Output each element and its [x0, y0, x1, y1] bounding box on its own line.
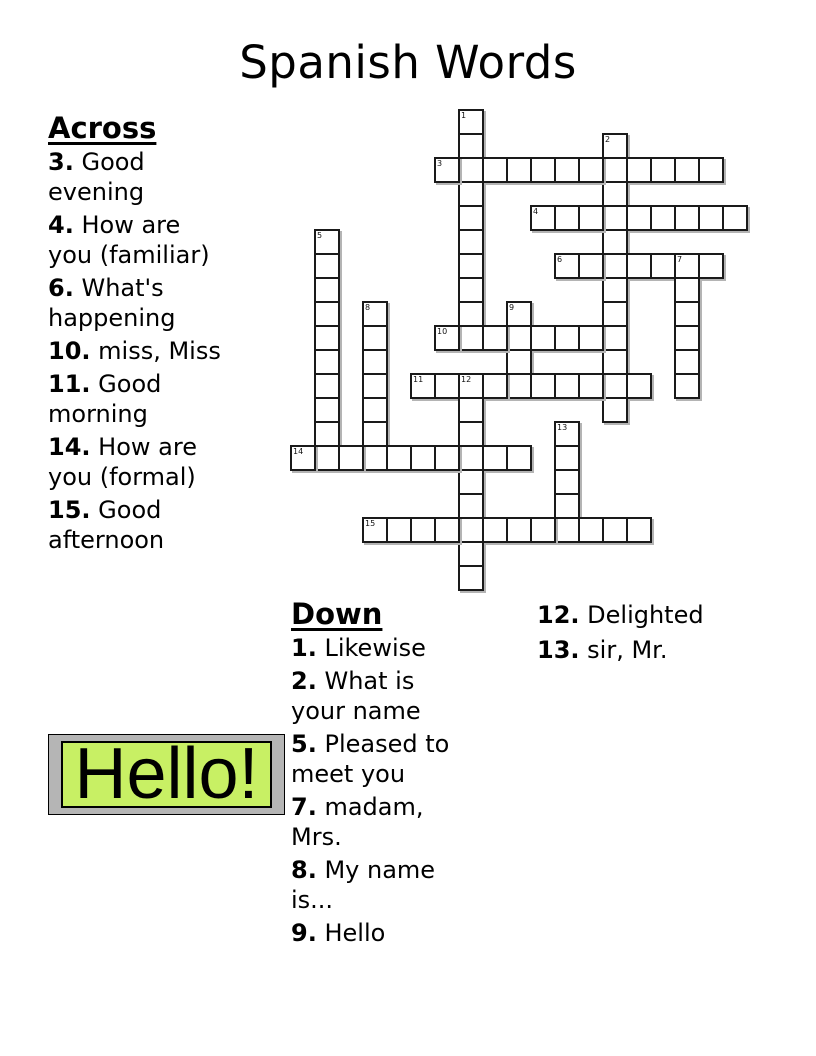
- grid-cell[interactable]: [554, 493, 580, 519]
- grid-cell[interactable]: [458, 325, 484, 351]
- clue-across-6: [48, 273, 228, 333]
- grid-cell[interactable]: [698, 205, 724, 231]
- grid-cell[interactable]: [362, 373, 388, 399]
- grid-cell[interactable]: [458, 469, 484, 495]
- grid-cell[interactable]: [506, 349, 532, 375]
- grid-cell[interactable]: [458, 301, 484, 327]
- cell-number: 7: [677, 255, 683, 264]
- cell-number: 12: [461, 375, 472, 384]
- grid-cell[interactable]: [506, 517, 532, 543]
- down-header: Down: [291, 597, 383, 631]
- grid-cell[interactable]: [410, 445, 436, 471]
- cell-number: 10: [437, 327, 448, 336]
- grid-cell[interactable]: [674, 205, 700, 231]
- grid-cell[interactable]: [578, 205, 604, 231]
- grid-cell[interactable]: [674, 277, 700, 303]
- grid-cell[interactable]: [362, 325, 388, 351]
- grid-cell[interactable]: [674, 349, 700, 375]
- cell-number: 3: [437, 159, 443, 168]
- grid-cell[interactable]: [602, 349, 628, 375]
- grid-cell[interactable]: [458, 229, 484, 255]
- grid-cell[interactable]: [458, 565, 484, 591]
- grid-cell[interactable]: [530, 325, 556, 351]
- grid-cell[interactable]: [314, 445, 340, 471]
- clue-down-13: [537, 635, 767, 665]
- grid-cell[interactable]: [650, 205, 676, 231]
- grid-cell[interactable]: [434, 445, 460, 471]
- clue-down-5: [291, 729, 463, 789]
- hello-sign-text: Hello!: [74, 734, 259, 814]
- clue-text: What is your name: [291, 667, 421, 725]
- grid-cell[interactable]: [530, 517, 556, 543]
- hello-sign-inner-panel: [61, 734, 272, 814]
- grid-cell[interactable]: [626, 373, 652, 399]
- cell-number: 5: [317, 231, 323, 240]
- clue-down-7: [291, 792, 463, 852]
- clue-text: miss, Miss: [98, 337, 221, 365]
- clue-text: Good morning: [48, 370, 162, 428]
- grid-cell[interactable]: [482, 373, 508, 399]
- down-clue-list: [291, 598, 463, 951]
- clue-number: 9.: [291, 919, 317, 947]
- grid-cell[interactable]: [698, 253, 724, 279]
- grid-cell[interactable]: [626, 157, 652, 183]
- grid-cell[interactable]: [602, 253, 628, 279]
- down-clue-list-column-2: [537, 600, 767, 670]
- clue-across-4: [48, 210, 228, 270]
- grid-cell[interactable]: [314, 421, 340, 447]
- cell-number: 14: [293, 447, 304, 456]
- clue-text: Good evening: [48, 148, 145, 206]
- hello-sign-image: [48, 734, 285, 815]
- clue-text: Pleased to meet you: [291, 730, 450, 788]
- grid-cell[interactable]: [578, 517, 604, 543]
- grid-cell[interactable]: [578, 373, 604, 399]
- across-clue-list: [48, 112, 228, 558]
- grid-cell[interactable]: [482, 325, 508, 351]
- clue-down-2: [291, 666, 463, 726]
- clue-text: madam, Mrs.: [291, 793, 424, 851]
- grid-cell[interactable]: [386, 445, 412, 471]
- grid-cell[interactable]: [314, 301, 340, 327]
- clue-number: 15.: [48, 496, 91, 524]
- clue-text: sir, Mr.: [587, 636, 668, 664]
- cell-number: 13: [557, 423, 568, 432]
- grid-cell[interactable]: [362, 397, 388, 423]
- grid-cell[interactable]: [530, 157, 556, 183]
- grid-cell[interactable]: [506, 373, 532, 399]
- grid-cell[interactable]: [530, 373, 556, 399]
- clue-text: How are you (formal): [48, 433, 197, 491]
- clue-number: 7.: [291, 793, 317, 821]
- grid-cell[interactable]: [410, 517, 436, 543]
- grid-cell[interactable]: [554, 157, 580, 183]
- clue-number: 5.: [291, 730, 317, 758]
- grid-cell[interactable]: [650, 157, 676, 183]
- grid-cell[interactable]: [362, 421, 388, 447]
- grid-cell[interactable]: [602, 373, 628, 399]
- grid-cell[interactable]: [506, 445, 532, 471]
- grid-cell[interactable]: [458, 205, 484, 231]
- clue-number: 2.: [291, 667, 317, 695]
- clue-number: 13.: [537, 636, 580, 664]
- grid-cell[interactable]: [314, 325, 340, 351]
- grid-cell[interactable]: [314, 277, 340, 303]
- cell-number: 8: [365, 303, 371, 312]
- grid-cell[interactable]: [506, 325, 532, 351]
- grid-cell[interactable]: [602, 325, 628, 351]
- grid-cell[interactable]: [458, 493, 484, 519]
- grid-cell[interactable]: [554, 445, 580, 471]
- grid-cell[interactable]: [458, 181, 484, 207]
- clue-number: 1.: [291, 634, 317, 662]
- grid-cell[interactable]: [626, 205, 652, 231]
- grid-cell[interactable]: [314, 349, 340, 375]
- across-header: Across: [48, 111, 157, 145]
- grid-cell[interactable]: [386, 517, 412, 543]
- clue-down-1: [291, 633, 463, 663]
- grid-cell[interactable]: [602, 229, 628, 255]
- grid-cell[interactable]: [338, 445, 364, 471]
- grid-cell[interactable]: [482, 157, 508, 183]
- grid-cell[interactable]: [314, 253, 340, 279]
- grid-cell[interactable]: [458, 421, 484, 447]
- grid-cell[interactable]: [626, 517, 652, 543]
- grid-cell[interactable]: [482, 517, 508, 543]
- clue-down-8: [291, 855, 463, 915]
- grid-cell[interactable]: [362, 349, 388, 375]
- clue-number: 4.: [48, 211, 74, 239]
- clue-down-12: [537, 600, 767, 630]
- grid-cell[interactable]: [602, 517, 628, 543]
- grid-cell[interactable]: [602, 181, 628, 207]
- grid-cell[interactable]: [458, 157, 484, 183]
- grid-cell[interactable]: [674, 325, 700, 351]
- clue-across-15: [48, 495, 228, 555]
- cell-number: 15: [365, 519, 376, 528]
- grid-cell[interactable]: [578, 325, 604, 351]
- cell-number: 4: [533, 207, 539, 216]
- grid-cell[interactable]: [434, 373, 460, 399]
- grid-cell[interactable]: [362, 445, 388, 471]
- grid-cell[interactable]: [602, 205, 628, 231]
- grid-cell[interactable]: [578, 157, 604, 183]
- clue-text: How are you (familiar): [48, 211, 210, 269]
- clue-text: Good afternoon: [48, 496, 165, 554]
- grid-cell[interactable]: [650, 253, 676, 279]
- grid-cell[interactable]: [458, 253, 484, 279]
- grid-cell[interactable]: [674, 373, 700, 399]
- cell-number: 9: [509, 303, 515, 312]
- clue-number: 12.: [537, 601, 580, 629]
- grid-cell[interactable]: [602, 397, 628, 423]
- grid-cell[interactable]: [506, 157, 532, 183]
- clue-across-11: [48, 369, 228, 429]
- clue-across-3: [48, 147, 228, 207]
- grid-cell[interactable]: [674, 157, 700, 183]
- grid-cell[interactable]: [458, 445, 484, 471]
- grid-cell[interactable]: [482, 445, 508, 471]
- clue-text: My name is...: [291, 856, 436, 914]
- grid-cell[interactable]: [458, 397, 484, 423]
- clue-number: 8.: [291, 856, 317, 884]
- grid-cell[interactable]: [554, 469, 580, 495]
- grid-cell[interactable]: [434, 517, 460, 543]
- grid-cell[interactable]: [458, 517, 484, 543]
- clue-text: Delighted: [587, 601, 704, 629]
- grid-cell[interactable]: [626, 253, 652, 279]
- cell-number: 6: [557, 255, 563, 264]
- clue-across-14: [48, 432, 228, 492]
- clue-text: What's happening: [48, 274, 176, 332]
- clue-number: 14.: [48, 433, 91, 461]
- clue-number: 3.: [48, 148, 74, 176]
- clue-number: 11.: [48, 370, 91, 398]
- grid-cell[interactable]: [602, 157, 628, 183]
- grid-cell[interactable]: [698, 157, 724, 183]
- cell-number: 1: [461, 111, 467, 120]
- grid-cell[interactable]: [674, 301, 700, 327]
- clue-text: Likewise: [324, 634, 426, 662]
- grid-cell[interactable]: [722, 205, 748, 231]
- grid-cell[interactable]: [554, 517, 580, 543]
- grid-cell[interactable]: [458, 133, 484, 159]
- grid-cell[interactable]: [578, 253, 604, 279]
- page-title: Spanish Words: [239, 36, 577, 89]
- grid-cell[interactable]: [602, 277, 628, 303]
- cell-number: 11: [413, 375, 424, 384]
- cell-number: 2: [605, 135, 611, 144]
- clue-across-10: [48, 336, 228, 366]
- grid-cell[interactable]: [314, 373, 340, 399]
- clue-number: 10.: [48, 337, 91, 365]
- grid-cell[interactable]: [554, 325, 580, 351]
- grid-cell[interactable]: [458, 541, 484, 567]
- grid-cell[interactable]: [458, 277, 484, 303]
- grid-cell[interactable]: [554, 373, 580, 399]
- grid-cell[interactable]: [554, 205, 580, 231]
- clue-text: Hello: [324, 919, 386, 947]
- grid-cell[interactable]: [602, 301, 628, 327]
- clue-number: 6.: [48, 274, 74, 302]
- grid-cell[interactable]: [314, 397, 340, 423]
- clue-down-9: [291, 918, 463, 948]
